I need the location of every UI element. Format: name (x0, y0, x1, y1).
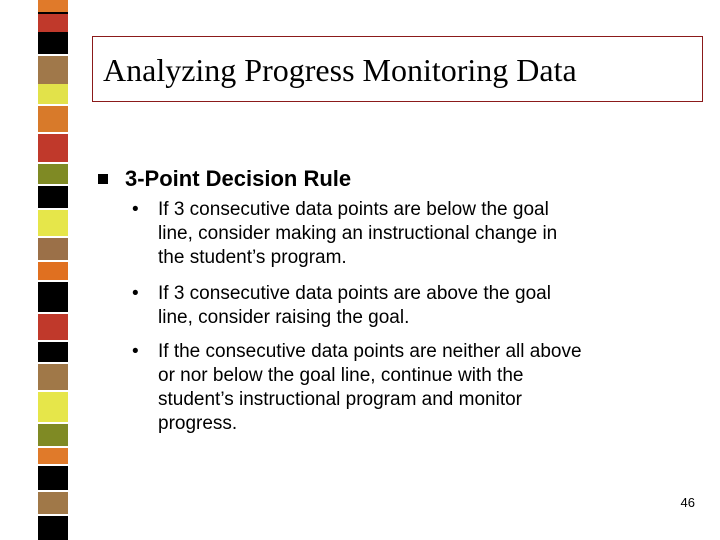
sub-bullet-line: or nor below the goal line, continue with the (158, 365, 524, 386)
slide-title: Analyzing Progress Monitoring Data (103, 52, 577, 88)
sub-bullet-line: line, consider making an instructional change in (158, 223, 558, 244)
stripe-block (38, 238, 68, 260)
main-bullet (98, 166, 351, 192)
sub-bullet-line: If 3 consecutive data points are below the goal (158, 199, 549, 220)
sub-bullet-line: If the consecutive data points are neither all above (158, 341, 582, 362)
stripe-block (38, 32, 68, 54)
bullet-dot-icon: • (132, 341, 139, 362)
stripe-block (38, 210, 68, 236)
decorative-stripe (0, 0, 68, 540)
stripe-block (38, 0, 68, 12)
sub-bullet-line: progress. (158, 413, 238, 434)
sub-bullet-line: If 3 consecutive data points are above the goal (158, 283, 551, 304)
stripe-block (38, 466, 68, 490)
bullet-dot-icon: • (132, 199, 139, 220)
sub-bullet-line: student’s instructional program and monitor (158, 389, 523, 410)
stripe-block (38, 84, 68, 104)
stripe-block (38, 492, 68, 514)
stripe-block (38, 186, 68, 208)
stripe-block (38, 282, 68, 312)
stripe-block (38, 106, 68, 132)
stripe-block (38, 164, 68, 184)
stripe-block (38, 134, 68, 162)
main-bullet-label: 3-Point Decision Rule (125, 166, 352, 191)
sub-bullet (132, 198, 712, 270)
sub-bullet (132, 282, 712, 330)
square-bullet-icon (98, 174, 108, 184)
stripe-block (38, 314, 68, 340)
stripe-block (38, 448, 68, 464)
stripe-block (38, 516, 68, 540)
stripe-block (38, 364, 68, 390)
stripe-block (38, 56, 68, 84)
stripe-block (38, 262, 68, 280)
title-box (92, 36, 703, 102)
bullet-dot-icon: • (132, 283, 139, 304)
sub-bullet-line: line, consider raising the goal. (158, 307, 410, 328)
stripe-block (38, 392, 68, 422)
stripe-block (38, 342, 68, 362)
stripe-block (38, 424, 68, 446)
sub-bullet (132, 340, 712, 436)
sub-bullet-line: the student’s program. (158, 247, 347, 268)
page-number: 46 (680, 495, 695, 510)
stripe-block (0, 0, 36, 540)
